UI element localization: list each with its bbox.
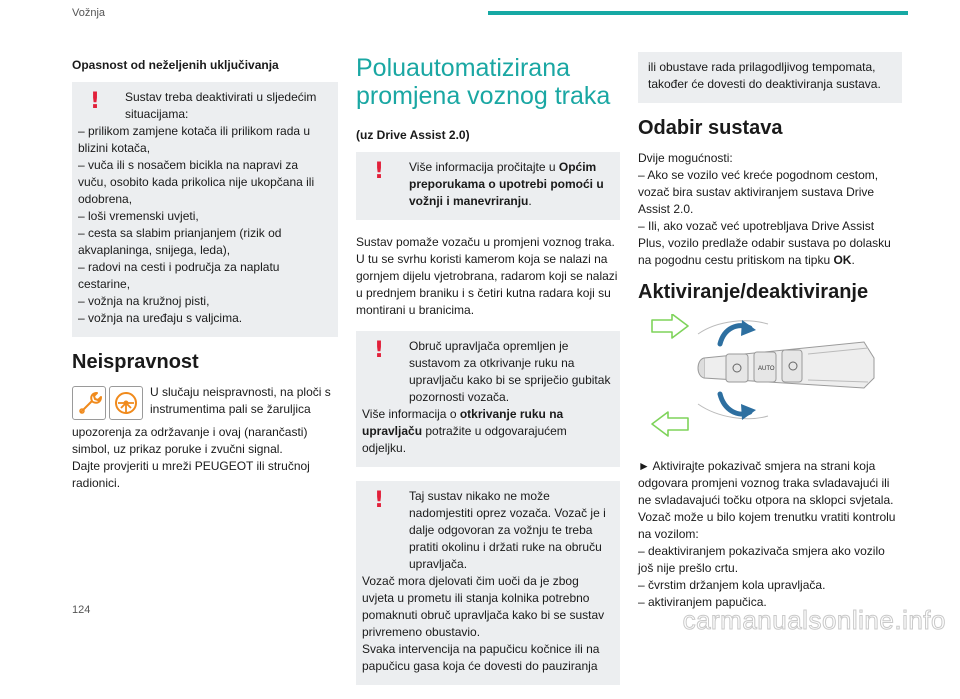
warning-icon: ! bbox=[90, 89, 101, 114]
warning-item: – prilikom zamjene kotača ili prilikom rada u blizini kotača, bbox=[78, 124, 311, 155]
activation-text: ► Aktivirajte pokazivač smjera na strani koja odgovara promjeni voznog traka svladavajući ili ne svladavajući točku otpora na sklopci svjetala. Vozač može u bilo kojem trenutku vratiti kontrolu na vozilom: bbox=[638, 459, 896, 541]
wrench-icon bbox=[72, 386, 106, 420]
watermark: carmanualsonline.info bbox=[682, 605, 946, 635]
driver-assist-fault-icon bbox=[109, 386, 143, 420]
fault-text-dealer: Dajte provjeriti u mreži PEUGEOT ili stručnoj radionici. bbox=[72, 459, 310, 490]
warning-box-deactivate bbox=[72, 82, 338, 337]
select-heading: Odabir sustava bbox=[638, 117, 783, 139]
warning-box-hands bbox=[356, 331, 620, 467]
section-title-lane-change: Poluautomatizirana promjena voznog traka bbox=[356, 54, 611, 110]
warning-item: – loši vremenski uvjeti, bbox=[78, 209, 199, 223]
activation-item: – deaktiviranjem pokazivača smjera ako vozilo još nije prešlo crtu. bbox=[638, 544, 885, 575]
column-middle bbox=[356, 52, 620, 699]
activation-item: – aktiviranjem papučica. bbox=[638, 595, 767, 609]
body-text: Sustav pomaže vozaču u promjeni voznog traka. U tu se svrhu koristi kamerom koja se nalazi na gornjem dijelu vjetrobrana, radarom koji se nalazi u prednjem braniku i s četiri kutna radara koji su montirani u branicima. bbox=[356, 235, 618, 317]
column-left bbox=[72, 52, 338, 492]
warning-box-info bbox=[356, 152, 620, 220]
arrow-right-icon bbox=[652, 314, 688, 338]
warning-box-responsibility bbox=[356, 481, 620, 685]
fault-text: U slučaju neispravnosti, na ploči s instrumentima pali se žaruljica bbox=[150, 385, 331, 416]
select-intro: Dvije mogućnosti: bbox=[638, 151, 733, 165]
warning-text: Svaka intervencija na papučicu kočnice ili na papučicu gasa koja će dovesti do pauziranja bbox=[362, 642, 600, 673]
warning-icon: ! bbox=[374, 159, 385, 184]
activation-item: – čvrstim držanjem kola upravljača. bbox=[638, 578, 826, 592]
warning-text: Više informacija pročitajte u Općim preporukama o upotrebi pomoći u vožnji i manevriranju. bbox=[409, 160, 604, 208]
stalk-up-arrow-icon bbox=[720, 320, 756, 344]
warning-text: Taj sustav nikako ne može nadomjestiti oprez vozača. Vozač je i dalje odgovoran za vožnju te treba pratiti okolinu i držati ruke na obruču upravljača. bbox=[409, 489, 606, 571]
warning-icon: ! bbox=[374, 488, 385, 513]
select-option-1: – Ako se vozilo već kreće pogodnom cestom, vozač bira sustav aktiviranjem sustava Drive Assist 2.0. bbox=[638, 168, 879, 216]
activation-heading: Aktiviranje/deaktiviranje bbox=[638, 281, 869, 303]
fault-heading: Neispravnost bbox=[72, 351, 199, 373]
section-subtitle: (uz Drive Assist 2.0) bbox=[356, 128, 470, 142]
header-accent-bar bbox=[488, 11, 908, 15]
column-right bbox=[638, 52, 902, 611]
warning-item: – vuča ili s nosačem bicikla na napravi za vuču, osobito kada prikolica nije ukopčana ili odobrena, bbox=[78, 158, 315, 206]
stalk-label: AUTO bbox=[758, 366, 775, 372]
running-head: Vožnja bbox=[72, 7, 106, 19]
warning-item: – radovi na cesti i područja za naplatu cestarine, bbox=[78, 260, 280, 291]
fault-intro bbox=[72, 384, 338, 424]
warning-item: – vožnja na kružnoj pisti, bbox=[78, 294, 210, 308]
warning-item: – vožnja na uređaju s valjcima. bbox=[78, 311, 243, 325]
warning-text: Više informacija o otkrivanje ruku na upravljaču potražite u odgovarajućem odjeljku. bbox=[362, 407, 567, 455]
arrow-left-icon bbox=[652, 412, 688, 436]
warning-text: Obruč upravljača opremljen je sustavom za otkrivanje ruku na upravljaču kako bi se spriječio gubitak pozornosti vozača. bbox=[409, 339, 611, 404]
warning-item: – cesta sa slabim prianjanjem (rizik od akvaplaninga, snijega, leda), bbox=[78, 226, 282, 257]
select-option-2: – Ili, ako vozač već upotrebljava Drive Assist Plus, vozilo predlaže odabir sustava po dolasku na pogodnu cestu pritiskom na tipku OK. bbox=[638, 219, 891, 267]
warning-icon: ! bbox=[374, 338, 385, 363]
stalk-illustration bbox=[638, 314, 902, 446]
fault-text-cont: upozorenja za održavanje i ovaj (narančasti) simbol, uz prikaz poruke i zvučni signal. bbox=[72, 425, 308, 456]
warning-text: Vozač mora djelovati čim uoči da je zbog uvjeta u prometu ili stanja kolnika potrebno pomaknuti obruč upravljača kako bi se sustav privremeno obustavio. bbox=[362, 574, 605, 639]
warning-text: ili obustave rada prilagodljivog tempomata, također će dovesti do deaktiviranja sustava. bbox=[648, 60, 881, 91]
page-number: 124 bbox=[72, 604, 91, 616]
warning-text: Sustav treba deaktivirati u sljedećim situacijama: bbox=[125, 90, 317, 121]
warning-box-cont bbox=[638, 52, 902, 103]
section-title-unwanted-activation: Opasnost od neželjenih uključivanja bbox=[72, 58, 279, 72]
